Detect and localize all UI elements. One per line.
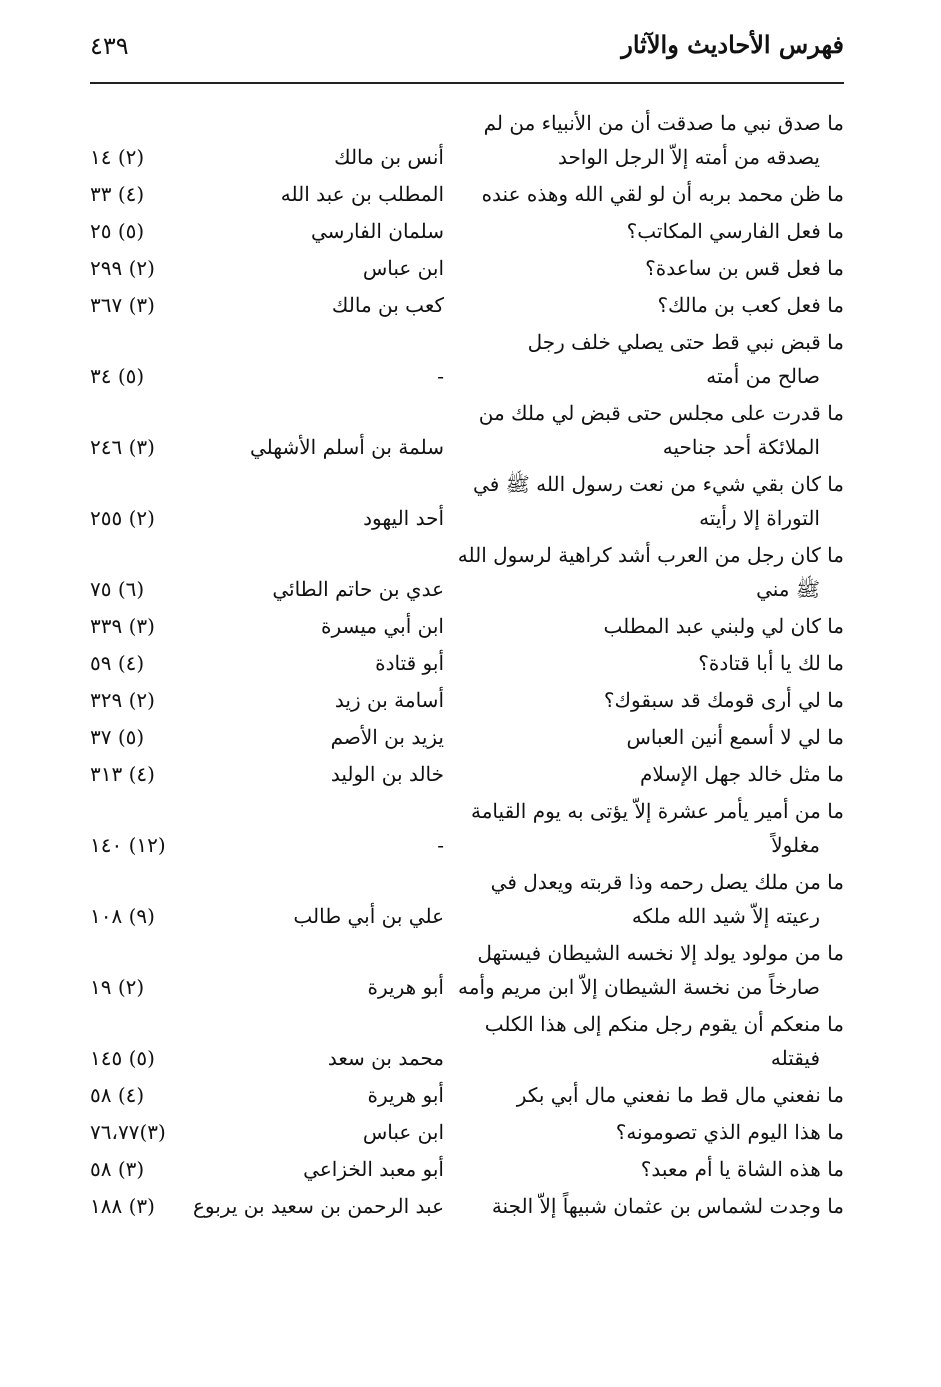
hadith-text: [464, 794, 844, 862]
volume-page-reference: (٥) ٣٧: [90, 725, 145, 749]
index-entry: [90, 288, 844, 322]
narrator-name: -: [437, 364, 444, 388]
index-entry: [90, 1078, 844, 1112]
index-entry: [90, 683, 844, 717]
hadith-text: [464, 214, 844, 248]
hadith-text: [464, 251, 844, 285]
volume-page-reference: (٦) ٧٥: [90, 577, 145, 601]
narrator-name: ابن عباس: [362, 256, 444, 280]
hadith-continuation-line: صالح من أمته: [706, 364, 820, 388]
index-entry: [90, 720, 844, 754]
hadith-first-line: ما كان رجل من العرب أشد كراهية لرسول الله: [457, 543, 844, 567]
narrator-name: أبو هريرة: [367, 1083, 444, 1107]
hadith-first-line: ما هذا اليوم الذي تصومونه؟: [615, 1120, 844, 1144]
volume-page-reference: (٣) ١٨٨: [90, 1194, 155, 1218]
volume-page-reference: (٢) ٢٩٩: [90, 256, 155, 280]
hadith-first-line: ما نفعني مال قط ما نفعني مال أبي بكر: [516, 1083, 844, 1107]
narrator-name: أبو قتادة: [375, 651, 444, 675]
hadith-first-line: ما منعكم أن يقوم رجل منكم إلى هذا الكلب: [484, 1012, 844, 1036]
hadith-text: [464, 646, 844, 680]
narrator-name: أسامة بن زيد: [334, 688, 444, 712]
hadith-continuation-line: يصدقه من أمته إلاّ الرجل الواحد: [557, 145, 820, 169]
hadith-first-line: ما لك يا أبا قتادة؟: [698, 651, 844, 675]
hadith-continuation-line: التوراة إلا رأيته: [699, 506, 820, 530]
hadith-first-line: ما ظن محمد بربه أن لو لقي الله وهذه عنده: [481, 182, 844, 206]
hadith-text: [464, 683, 844, 717]
index-entry: [90, 794, 844, 862]
hadith-text: [464, 609, 844, 643]
hadith-text: [464, 1115, 844, 1149]
narrator-name: كعب بن مالك: [331, 293, 444, 317]
page-header: [90, 30, 844, 74]
hadith-first-line: ما فعل قس بن ساعدة؟: [645, 256, 844, 280]
volume-page-reference: (٣) ٥٨: [90, 1157, 145, 1181]
hadith-continuation-line: مغلولاً: [771, 833, 820, 857]
index-entry: [90, 177, 844, 211]
hadith-text: [464, 865, 844, 933]
index-entry: [90, 1152, 844, 1186]
hadith-text: [464, 106, 844, 174]
page-number: ٤٣٩: [90, 32, 129, 60]
narrator-name: يزيد بن الأصم: [330, 725, 444, 749]
hadith-first-line: ما لي أرى قومك قد سبقوك؟: [603, 688, 844, 712]
volume-page-reference: (٥) ٣٤: [90, 364, 145, 388]
narrator-name: سلمان الفارسي: [310, 219, 444, 243]
volume-page-reference: (٣) ٢٤٦: [90, 435, 155, 459]
volume-page-reference: (٣) ٣٣٩: [90, 614, 155, 638]
narrator-name: أبو هريرة: [367, 975, 444, 999]
index-entry: [90, 757, 844, 791]
hadith-first-line: ما مثل خالد جهل الإسلام: [640, 762, 844, 786]
index-entry: [90, 1189, 844, 1223]
hadith-first-line: ما كان لي ولبني عبد المطلب: [603, 614, 844, 638]
hadith-text: [464, 396, 844, 464]
header-rule: [90, 82, 844, 84]
index-entry: [90, 538, 844, 606]
running-title: فهرس الأحاديث والآثار: [621, 30, 844, 59]
hadith-first-line: ما قبض نبي قط حتى يصلي خلف رجل: [527, 330, 844, 354]
hadith-first-line: ما من ملك يصل رحمه وذا قربته ويعدل في: [490, 870, 844, 894]
hadith-first-line: ما كان بقي شيء من نعت رسول الله ﷺ في: [473, 472, 844, 496]
hadith-continuation-line: رعيته إلاّ شيد الله ملكه: [631, 904, 820, 928]
narrator-name: عدي بن حاتم الطائي: [272, 577, 444, 601]
narrator-name: ابن عباس: [362, 1120, 444, 1144]
volume-page-reference: (٥) ٢٥: [90, 219, 145, 243]
index-entry: [90, 936, 844, 1004]
hadith-text: [464, 467, 844, 535]
index-entry: [90, 325, 844, 393]
hadith-text: [464, 177, 844, 211]
index-entry: [90, 214, 844, 248]
volume-page-reference: (٤) ٥٨: [90, 1083, 145, 1107]
hadith-text: [457, 538, 844, 606]
narrator-name: المطلب بن عبد الله: [280, 182, 444, 206]
narrator-name: خالد بن الوليد: [330, 762, 444, 786]
volume-page-reference: (٣) ٣٦٧: [90, 293, 155, 317]
volume-page-reference: (١٢) ١٤٠: [90, 833, 166, 857]
volume-page-reference: (٥) ١٤٥: [90, 1046, 155, 1070]
hadith-first-line: ما من أمير يأمر عشرة إلاّ يؤتى به يوم القيامة: [471, 799, 844, 823]
index-entry: [90, 396, 844, 464]
volume-page-reference: (٢) ٣٢٩: [90, 688, 155, 712]
index-entry: [90, 609, 844, 643]
hadith-text: [464, 757, 844, 791]
narrator-name: -: [437, 833, 444, 857]
index-entry: [90, 865, 844, 933]
hadith-first-line: ما فعل الفارسي المكاتب؟: [626, 219, 844, 243]
hadith-first-line: ما فعل كعب بن مالك؟: [657, 293, 844, 317]
hadith-text: [464, 1007, 844, 1075]
narrator-name: أنس بن مالك: [334, 145, 444, 169]
volume-page-reference: (٢) ١٤: [90, 145, 145, 169]
index-entry: [90, 646, 844, 680]
index-entry: [90, 106, 844, 174]
hadith-text: [464, 1078, 844, 1112]
hadith-first-line: ما هذه الشاة يا أم معبد؟: [640, 1157, 844, 1181]
index-entry: [90, 467, 844, 535]
volume-page-reference: (٩) ١٠٨: [90, 904, 155, 928]
hadith-text: [464, 1152, 844, 1186]
hadith-text: [464, 325, 844, 393]
hadith-continuation-line: صارخاً من نخسة الشيطان إلاّ ابن مريم وأمه: [458, 975, 820, 999]
narrator-name: أحد اليهود: [363, 506, 444, 530]
volume-page-reference: (٤) ٣٣: [90, 182, 145, 206]
hadith-index-list: [90, 106, 844, 1226]
hadith-first-line: ما وجدت لشماس بن عثمان شبيهاً إلاّ الجنة: [491, 1194, 844, 1218]
index-entry: [90, 251, 844, 285]
hadith-continuation-line: فيقتله: [770, 1046, 820, 1070]
volume-page-reference: (٣)٧٦،٧٧: [90, 1120, 166, 1144]
narrator-name: علي بن أبي طالب: [293, 904, 444, 928]
narrator-name: عبد الرحمن بن سعيد بن يربوع: [192, 1194, 444, 1218]
index-entry: [90, 1007, 844, 1075]
hadith-continuation-line: الملائكة أحد جناحيه: [662, 435, 820, 459]
hadith-first-line: ما صدق نبي ما صدقت أن من الأنبياء من لم: [483, 111, 844, 135]
narrator-name: محمد بن سعد: [327, 1046, 444, 1070]
hadith-text: [464, 288, 844, 322]
hadith-first-line: ما من مولود يولد إلا نخسه الشيطان فيستهل: [477, 941, 844, 965]
narrator-name: سلمة بن أسلم الأشهلي: [249, 435, 444, 459]
volume-page-reference: (٢) ٢٥٥: [90, 506, 155, 530]
volume-page-reference: (٢) ١٩: [90, 975, 145, 999]
volume-page-reference: (٤) ٣١٣: [90, 762, 155, 786]
hadith-first-line: ما قدرت على مجلس حتى قبض لي ملك من: [478, 401, 844, 425]
volume-page-reference: (٤) ٥٩: [90, 651, 145, 675]
narrator-name: ابن أبي ميسرة: [321, 614, 444, 638]
hadith-continuation-line: ﷺ مني: [756, 577, 820, 601]
hadith-first-line: ما لي لا أسمع أنين العباس: [626, 725, 844, 749]
hadith-text: [464, 720, 844, 754]
hadith-text: [464, 1189, 844, 1223]
index-entry: [90, 1115, 844, 1149]
narrator-name: أبو معبد الخزاعي: [303, 1157, 444, 1181]
hadith-text: [458, 936, 844, 1004]
